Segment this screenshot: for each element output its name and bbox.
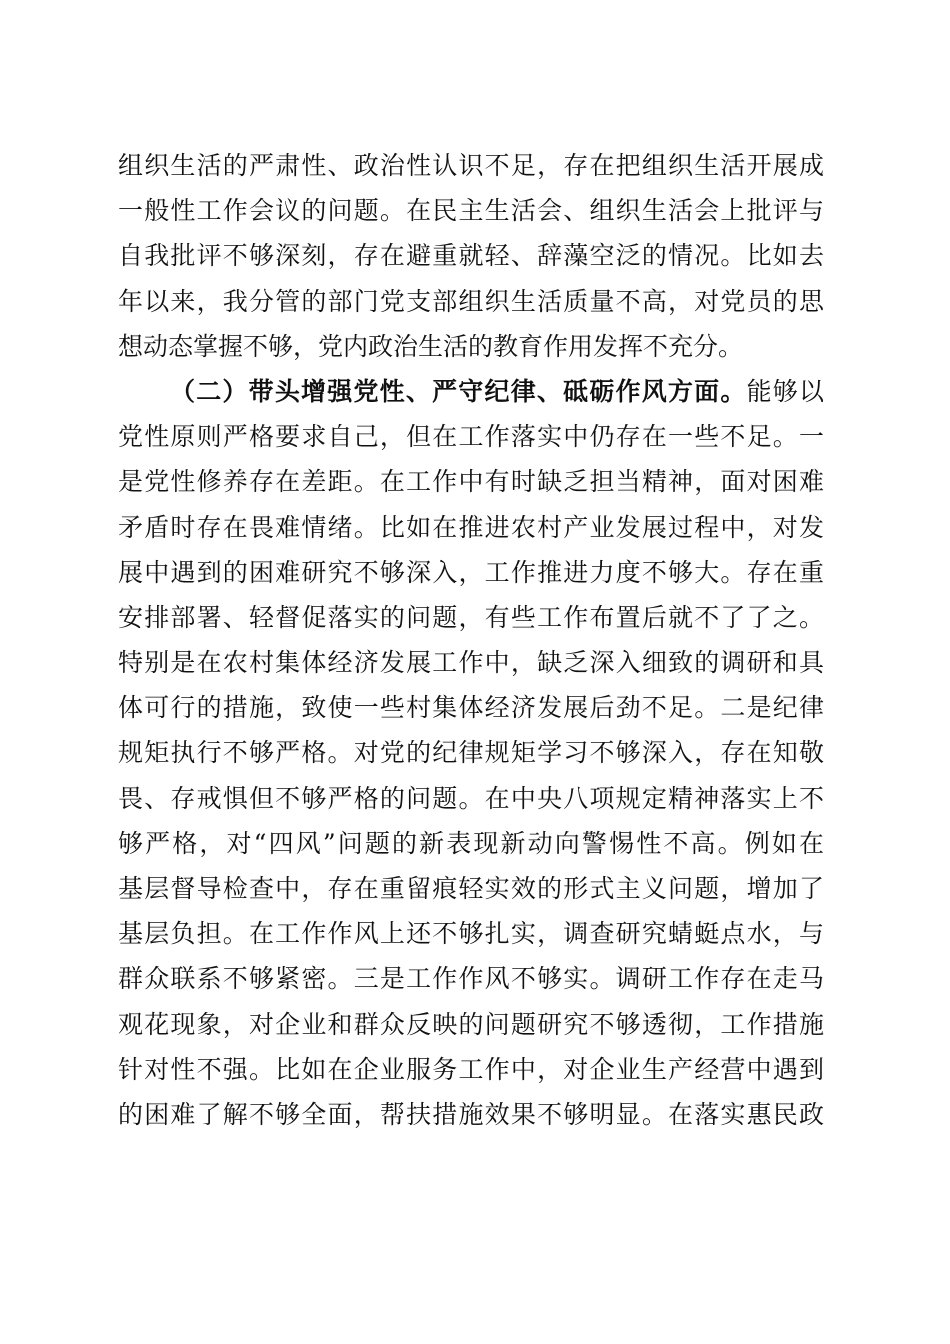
para2-line-2: 是党性修养存在差距。在工作中有时缺乏担当精神，面对困难: [118, 467, 824, 497]
para2-line-10: 够严格，对“四风”问题的新表现新动向警惕性不高。例如在: [118, 828, 824, 858]
para2-line-1: 党性原则严格要求自己，但在工作落实中仍存在一些不足。一: [118, 422, 824, 452]
para2-line-15: 针对性不强。比如在企业服务工作中，对企业生产经营中遇到: [118, 1054, 824, 1084]
para2-line-5: 安排部署、轻督促落实的问题，有些工作布置后就不了了之。: [118, 602, 824, 632]
para2-line-12: 基层负担。在工作作风上还不够扎实，调查研究蜻蜓点水，与: [118, 919, 824, 949]
para2-first-line-rest: 能够以: [746, 376, 824, 406]
para1-line-2: 一般性工作会议的问题。在民主生活会、组织生活会上批评与: [118, 196, 824, 226]
para2-line-7: 体可行的措施，致使一些村集体经济发展后劲不足。二是纪律: [118, 693, 824, 723]
para2-line-14: 观花现象，对企业和群众反映的问题研究不够透彻，工作措施: [118, 1009, 824, 1039]
para2-line-13: 群众联系不够紧密。三是工作作风不够实。调研工作存在走马: [118, 964, 824, 994]
para2-line-4: 展中遇到的困难研究不够深入，工作推进力度不够大。存在重: [118, 557, 824, 587]
para2-line-16: 的困难了解不够全面，帮扶措施效果不够明显。在落实惠民政: [118, 1099, 824, 1129]
para2-line-11: 基层督导检查中，存在重留痕轻实效的形式主义问题，增加了: [118, 874, 824, 903]
para1-line-3: 自我批评不够深刻，存在避重就轻、辞藻空泛的情况。比如去: [118, 241, 824, 271]
para1-line-4: 年以来，我分管的部门党支部组织生活质量不高，对党员的思: [118, 286, 824, 316]
document-body: [118, 143, 838, 1137]
para1-line-1: 组织生活的严肃性、政治性认识不足，存在把组织生活开展成: [118, 151, 824, 180]
para2-line-3: 矛盾时存在畏难情绪。比如在推进农村产业发展过程中，对发: [118, 512, 824, 542]
section-heading: （二）带头增强党性、严守纪律、砥砺作风方面。: [170, 376, 747, 406]
para2-line-9: 畏、存戒惧但不够严格的问题。在中央八项规定精神落实上不: [118, 783, 824, 813]
para1-line-5: 想动态掌握不够，党内政治生活的教育作用发挥不充分。: [118, 331, 744, 361]
para2-line-8: 规矩执行不够严格。对党的纪律规矩学习不够深入，存在知敬: [118, 738, 824, 768]
para2-first-line: [118, 369, 824, 414]
para2-line-6: 特别是在农村集体经济发展工作中，缺乏深入细致的调研和具: [118, 648, 824, 678]
